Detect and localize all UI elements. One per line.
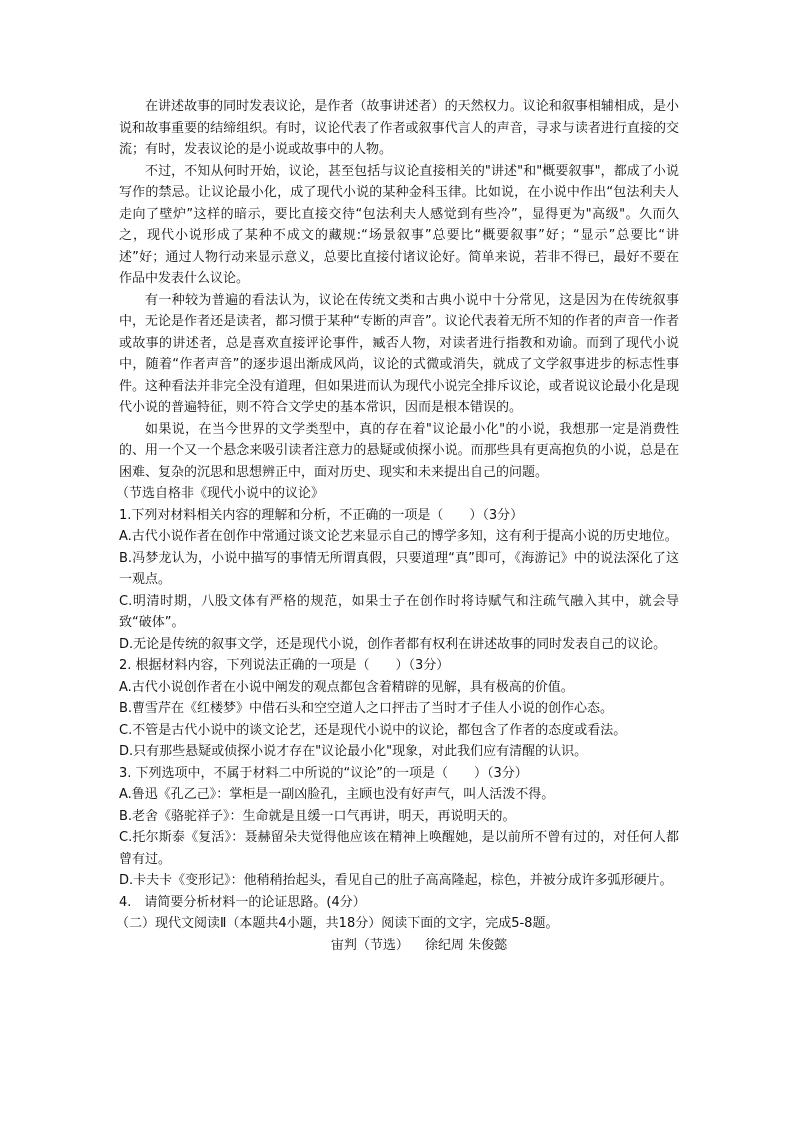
question-2: [119, 655, 679, 763]
question-3-option-a: A.鲁迅《孔乙己》：掌柜是一副凶脸孔，主顾也没有好声气，叫人活泼不得。: [119, 787, 555, 802]
question-2-option-c: C.不管是古代小说中的谈文论艺，还是现代小说中的议论，都包含了作者的态度或看法。: [119, 722, 627, 738]
question-3-option-b: B.老舍《骆驼祥子》：生命就是且缓一口气再讲，明天，再说明天的。: [119, 808, 516, 824]
question-3: [119, 763, 679, 892]
question-3-option-c: C.托尔斯泰《复活》：聂赫留朵夫觉得他应该在精神上唤醒她，是以前所不曾有过的，对任何人都曾有过。: [119, 830, 679, 867]
question-2-stem: 2. 根据材料内容，下列说法正确的一项是（ ）（3分）: [119, 658, 450, 673]
question-4-stem: 4. 请简要分析材料一的论证思路。(4分）: [119, 894, 366, 910]
section-2-title-line: [119, 935, 679, 957]
question-2-option-b: B.曹雪芹在《红楼梦》中借石头和空空道人之口抨击了当时才子佳人小说的创作心态。: [119, 701, 614, 716]
passage-paragraph-2: 不过，不知从何时开始，议论，甚至包括与议论直接相关的"讲述"和"概要叙事"，都成了小说写作的禁忌。让议论最小化，成了现代小说的某种金科玉律。比如说，在小说中作出“包法利夫人走向了壁炉”这样的暗示，要比直接交待“包法利夫人感觉到有些冷”，显得更为"高级"。久而久之，现代小说形成了某种不成文的藏规:“场景叙事”总要比“概要叙事”好；“显示”总要比“讲述”好；通过人物行动来显示意义，总要比直接付诸议论好。简单来说，若非不得已，最好不要在作品中发表什么议论。: [119, 163, 679, 286]
passage-paragraph-1: 在讲述故事的同时发表议论，是作者（故事讲述者）的天然权力。议论和叙事相辅相成，是小说和故事重要的结缔组织。有时，议论代表了作者或叙事代言人的声音，寻求与读者进行直接的交流；有时，发表议论的是小说或故事中的人物。: [119, 99, 679, 157]
question-1-stem: 1.下列对材料相关内容的理解和分析，不正确的一项是（ ）（3分）: [119, 507, 524, 523]
question-4: [119, 892, 679, 914]
document-page: [116, 96, 679, 956]
question-1-option-d: D.无论是传统的叙事文学，还是现代小说，创作者都有权利在讲述故事的同时发表自己的议论。: [119, 636, 667, 652]
section-2-authors: 徐纪周 朱俊懿: [425, 937, 508, 953]
passage-source: （节选自格非《现代小说中的议论》: [116, 486, 325, 501]
question-3-stem: 3. 下列选项中，不属于材料二中所说的“议论”的一项是（ ）（3分）: [119, 765, 528, 781]
passage-paragraph-4: 如果说，在当今世界的文学类型中，真的存在着"议论最小化"的小说，我想那一定是消费性的、用一个又一个悬念来吸引读者注意力的悬疑或侦探小说。而那些具有更高抱负的小说，总是在困难、复杂的沉思和思想辨正中，面对历史、现实和未来提出自己的问题。: [119, 421, 679, 480]
question-1-option-a: A.古代小说作者在创作中常通过谈文论艺来显示自己的博学多知，这有利于提高小说的历史地位。: [119, 529, 678, 544]
question-2-option-d: D.只有那些悬疑或侦探小说才存在"议论最小化"现象，对此我们应有清醒的认识。: [119, 744, 588, 759]
question-2-option-a: A.古代小说创作者在小说中阐发的观点都包含着精辟的见解，具有极高的价值。: [119, 679, 574, 695]
question-3-option-d: D.卡夫卡《变形记》：他稍稍抬起头，看见自己的肚子高高隆起，棕色，并被分成许多弧形硬片。: [119, 873, 673, 888]
section-2-heading: （二）现代文阅读Ⅱ（本题共4小题，共18分）阅读下面的文字，完成5-8题。: [116, 916, 559, 931]
question-1-option-b: B.冯梦龙认为，小说中描写的事情无所谓真假，只要道理“真”即可，《海游记》中的说法深化了这一观点。: [119, 550, 679, 587]
question-1: [119, 505, 679, 656]
question-1-option-c: C.明清时期，八股文体有严格的规范，如果士子在创作时将诗赋气和注疏气融入其中，就会导致“破体”。: [119, 593, 679, 630]
section-2-title: 宙判（节选）: [330, 937, 409, 953]
passage-paragraph-3: 有一种较为普遍的看法认为，议论在传统文类和古典小说中十分常见，这是因为在传统叙事中，无论是作者还是读者，都习惯于某种“专断的声音”。议论代表着无所不知的作者的声音一作者或故事的讲述者，总是喜欢直接评论事件，臧否人物，对读者进行指教和劝谕。而到了现代小说中，随着“作者声音”的逐步退出渐成风尚，议论的式微或消失，就成了文学叙事进步的标志性事件。这种看法并非完全没有道理，但如果进而认为现代小说完全排斥议论，或者说议论最小化是现代小说的普遍特征，则不符合文学史的基本常识，因而是根本错误的。: [119, 292, 679, 415]
